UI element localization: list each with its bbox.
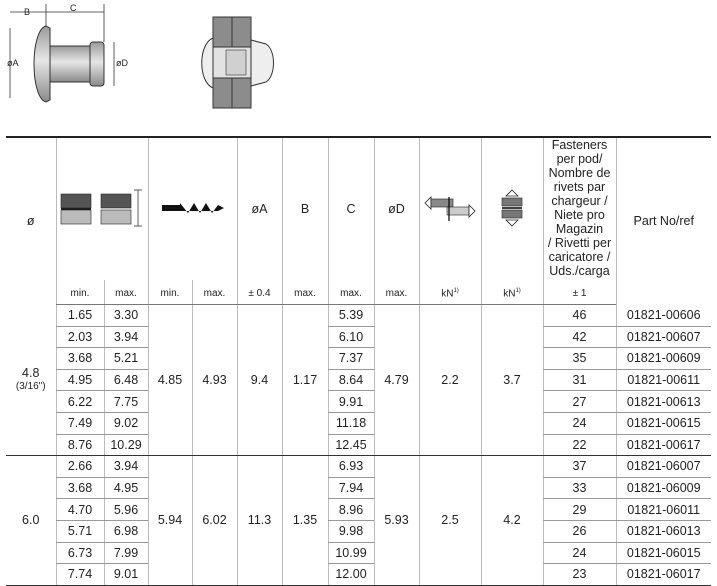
cell-part-no: 01821-06011 [616,499,711,521]
header-a: øA [237,137,282,280]
rivet-drawings [0,0,717,136]
cell-part-no: 01821-06007 [616,456,711,478]
cell-d: 4.79 [374,305,419,456]
cell-grip-max: 9.02 [104,412,148,434]
cell-c: 12.45 [328,434,374,456]
cell-c: 9.91 [328,391,374,413]
cell-part-no: 01821-00606 [616,305,711,327]
cell-c: 8.64 [328,369,374,391]
cell-fasteners: 42 [543,326,616,348]
table-row [6,391,711,413]
unit-grip-max: max. [104,280,148,305]
cell-shear: 2.5 [419,456,481,586]
table-row [6,456,711,478]
drill-bit-icon [158,198,228,218]
table-row [6,434,711,456]
label-d: øD [116,58,128,68]
cell-tensile: 3.7 [481,305,543,456]
label-c: C [70,3,77,13]
cell-d: 5.93 [374,456,419,586]
unit-grip-min: min. [56,280,104,305]
header-drill-icon [148,137,237,280]
cell-c: 7.94 [328,477,374,499]
cell-shear: 2.2 [419,305,481,456]
cell-part-no: 01821-06009 [616,477,711,499]
cell-c: 12.00 [328,564,374,586]
cell-drill-max: 4.93 [192,305,237,456]
grip-range-icon [59,188,145,228]
table-row [6,499,711,521]
table-row [6,305,711,327]
rivet-side-view [34,26,104,102]
cell-drill-min: 5.94 [148,456,192,586]
header-fasteners: Fasteners per pod/ Nombre de rivets par chargeur / Niete pro Magazin / Rivetti per caricatore / Uds./carga [543,137,616,280]
cell-c: 11.18 [328,412,374,434]
cell-diameter: 4.8 (3/16") [6,305,56,456]
cell-b: 1.35 [282,456,328,586]
cell-grip-min: 7.74 [56,564,104,586]
cell-c: 6.10 [328,326,374,348]
header-row-icons [6,137,711,280]
cell-drill-max: 6.02 [192,456,237,586]
unit-drill-max: max. [192,280,237,305]
cell-diameter: 6.0 [6,456,56,586]
cell-grip-max: 3.94 [104,456,148,478]
cell-grip-min: 8.76 [56,434,104,456]
cell-fasteners: 29 [543,499,616,521]
header-diameter: ø [6,137,56,305]
header-grip-icon [56,137,148,280]
unit-tensile: $kN^{1)}$ [481,280,543,305]
cell-fasteners: 26 [543,520,616,542]
cell-grip-max: 4.95 [104,477,148,499]
cell-grip-max: 5.96 [104,499,148,521]
cell-fasteners: 35 [543,348,616,370]
table-row [6,542,711,564]
cell-b: 1.17 [282,305,328,456]
rivet-section-view [202,17,274,108]
cell-c: 8.96 [328,499,374,521]
cell-grip-min: 2.66 [56,456,104,478]
cell-grip-min: 6.73 [56,542,104,564]
unit-a-tol: ± 0.4 [237,280,282,305]
cell-grip-max: 3.30 [104,305,148,327]
cell-tensile: 4.2 [481,456,543,586]
cell-fasteners: 24 [543,412,616,434]
table-row [6,520,711,542]
unit-b: max. [282,280,328,305]
rivet-spec-table [6,136,711,586]
header-shear-icon [419,137,481,280]
cell-grip-max: 5.21 [104,348,148,370]
table-row [6,326,711,348]
table-row [6,564,711,586]
cell-grip-min: 3.68 [56,477,104,499]
cell-grip-max: 10.29 [104,434,148,456]
header-b: B [282,137,328,280]
cell-part-no: 01821-06015 [616,542,711,564]
cell-grip-min: 1.65 [56,305,104,327]
cell-c: 7.37 [328,348,374,370]
label-b: B [24,7,31,17]
cell-c: 10.99 [328,542,374,564]
tensile-strength-icon [497,188,527,228]
header-tensile-icon [481,137,543,280]
header-c: C [328,137,374,280]
unit-d: max. [374,280,419,305]
cell-grip-min: 4.70 [56,499,104,521]
cell-grip-max: 3.94 [104,326,148,348]
cell-part-no: 01821-00611 [616,369,711,391]
cell-grip-min: 6.22 [56,391,104,413]
cell-grip-min: 2.03 [56,326,104,348]
cell-part-no: 01821-00617 [616,434,711,456]
cell-fasteners: 33 [543,477,616,499]
table-row [6,477,711,499]
cell-drill-min: 4.85 [148,305,192,456]
cell-c: 5.39 [328,305,374,327]
table-row [6,369,711,391]
cell-grip-max: 7.99 [104,542,148,564]
unit-drill-min: min. [148,280,192,305]
header-row-units [6,280,711,305]
table-row [6,348,711,370]
table-row [6,412,711,434]
cell-a: 9.4 [237,305,282,456]
cell-a: 11.3 [237,456,282,586]
cell-part-no: 01821-06017 [616,564,711,586]
unit-shear: $kN^{1)}$ [419,280,481,305]
unit-c: max. [328,280,374,305]
header-part-no: Part No/ref [616,137,711,305]
cell-fasteners: 22 [543,434,616,456]
cell-part-no: 01821-06013 [616,520,711,542]
cell-c: 6.93 [328,456,374,478]
cell-fasteners: 24 [543,542,616,564]
cell-grip-min: 3.68 [56,348,104,370]
cell-part-no: 01821-00607 [616,326,711,348]
label-a: øA [7,58,19,68]
cell-fasteners: 31 [543,369,616,391]
cell-grip-max: 7.75 [104,391,148,413]
shear-strength-icon [423,193,477,223]
cell-grip-max: 6.48 [104,369,148,391]
cell-fasteners: 37 [543,456,616,478]
cell-part-no: 01821-00609 [616,348,711,370]
header-d: øD [374,137,419,280]
cell-part-no: 01821-00615 [616,412,711,434]
table-body [6,305,711,586]
unit-fasteners: ± 1 [543,280,616,305]
cell-c: 9.98 [328,520,374,542]
cell-part-no: 01821-00613 [616,391,711,413]
cell-grip-max: 6.98 [104,520,148,542]
cell-fasteners: 23 [543,564,616,586]
cell-grip-min: 5.71 [56,520,104,542]
cell-grip-min: 7.49 [56,412,104,434]
cell-grip-max: 9.01 [104,564,148,586]
cell-fasteners: 27 [543,391,616,413]
cell-grip-min: 4.95 [56,369,104,391]
cell-fasteners: 46 [543,305,616,327]
